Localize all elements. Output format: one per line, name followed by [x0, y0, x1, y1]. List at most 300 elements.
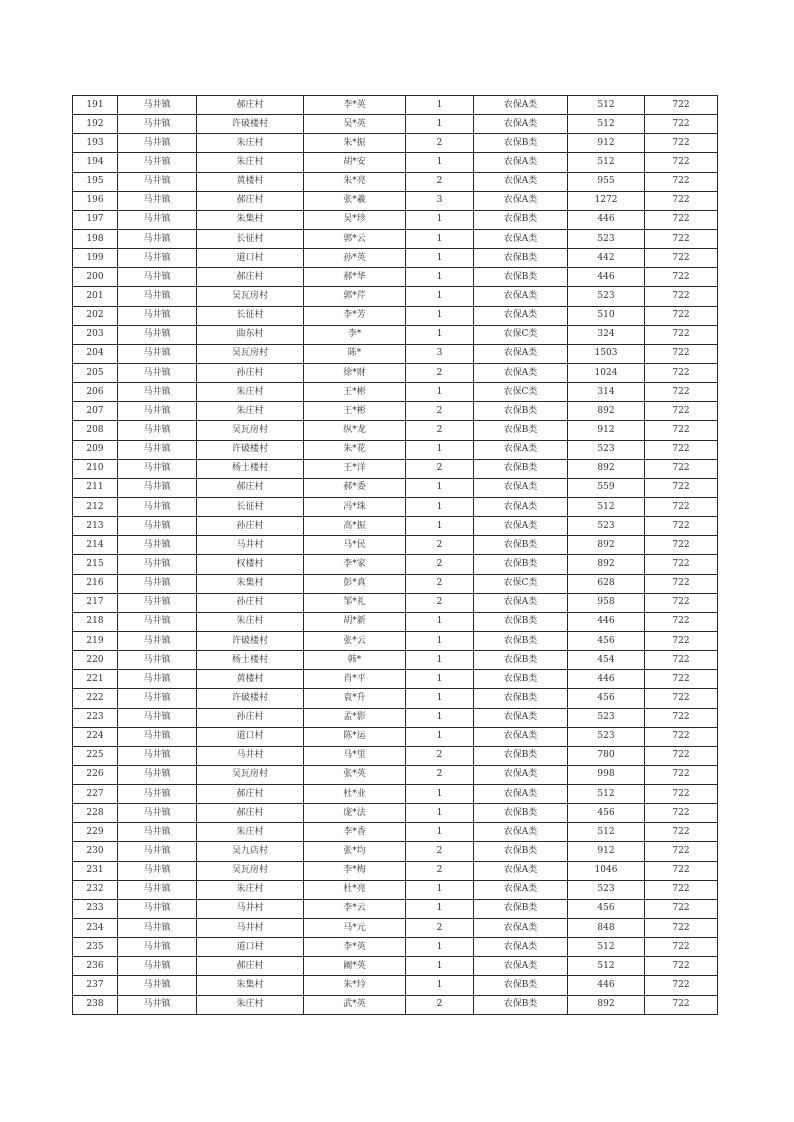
- insurance-category-cell: 农保A类: [474, 306, 568, 325]
- standard-cell: 722: [645, 804, 718, 823]
- standard-cell: 722: [645, 325, 718, 344]
- insurance-category-cell: 农保C类: [474, 383, 568, 402]
- township-cell: 马井镇: [118, 670, 197, 689]
- amount-cell: 512: [568, 153, 645, 172]
- row-number-cell: 227: [73, 785, 118, 804]
- village-cell: 许破楼村: [197, 631, 304, 650]
- village-cell: 郝庄村: [197, 804, 304, 823]
- row-number-cell: 205: [73, 363, 118, 382]
- village-cell: 朱庄村: [197, 134, 304, 153]
- row-number-cell: 226: [73, 765, 118, 784]
- person-name-cell: 杜*亮: [304, 880, 406, 899]
- insurance-category-cell: 农保A类: [474, 593, 568, 612]
- amount-cell: 454: [568, 651, 645, 670]
- amount-cell: 456: [568, 804, 645, 823]
- row-number-cell: 221: [73, 670, 118, 689]
- insurance-category-cell: 农保A类: [474, 823, 568, 842]
- household-size-cell: 1: [406, 249, 474, 268]
- village-cell: 朱庄村: [197, 383, 304, 402]
- township-cell: 马井镇: [118, 344, 197, 363]
- village-cell: 马井村: [197, 536, 304, 555]
- township-cell: 马井镇: [118, 96, 197, 115]
- standard-cell: 722: [645, 115, 718, 134]
- township-cell: 马井镇: [118, 459, 197, 478]
- township-cell: 马井镇: [118, 249, 197, 268]
- insurance-category-cell: 农保B类: [474, 689, 568, 708]
- amount-cell: 456: [568, 689, 645, 708]
- row-number-cell: 210: [73, 459, 118, 478]
- amount-cell: 523: [568, 229, 645, 248]
- village-cell: 长征村: [197, 497, 304, 516]
- standard-cell: 722: [645, 459, 718, 478]
- row-number-cell: 195: [73, 172, 118, 191]
- amount-cell: 780: [568, 746, 645, 765]
- table-row: [73, 555, 718, 574]
- row-number-cell: 225: [73, 746, 118, 765]
- table-row: [73, 402, 718, 421]
- amount-cell: 1503: [568, 344, 645, 363]
- person-name-cell: 邹*礼: [304, 593, 406, 612]
- table-row: [73, 651, 718, 670]
- township-cell: 马井镇: [118, 229, 197, 248]
- insurance-category-cell: 农保B类: [474, 402, 568, 421]
- standard-cell: 722: [645, 861, 718, 880]
- household-size-cell: 2: [406, 134, 474, 153]
- amount-cell: 892: [568, 995, 645, 1014]
- person-name-cell: 李*芳: [304, 306, 406, 325]
- row-number-cell: 191: [73, 96, 118, 115]
- household-size-cell: 2: [406, 995, 474, 1014]
- person-name-cell: 彭*真: [304, 574, 406, 593]
- person-name-cell: 郝*华: [304, 268, 406, 287]
- household-size-cell: 2: [406, 172, 474, 191]
- table-row: [73, 153, 718, 172]
- insurance-category-cell: 农保A类: [474, 287, 568, 306]
- household-size-cell: 2: [406, 536, 474, 555]
- person-name-cell: 张*均: [304, 842, 406, 861]
- person-name-cell: 韩*: [304, 651, 406, 670]
- amount-cell: 512: [568, 115, 645, 134]
- household-size-cell: 1: [406, 153, 474, 172]
- person-name-cell: 冯*珠: [304, 497, 406, 516]
- table-row: [73, 421, 718, 440]
- amount-cell: 442: [568, 249, 645, 268]
- person-name-cell: 李*家: [304, 555, 406, 574]
- row-number-cell: 200: [73, 268, 118, 287]
- township-cell: 马井镇: [118, 268, 197, 287]
- township-cell: 马井镇: [118, 804, 197, 823]
- standard-cell: 722: [645, 957, 718, 976]
- standard-cell: 722: [645, 440, 718, 459]
- row-number-cell: 232: [73, 880, 118, 899]
- insurance-category-cell: 农保B类: [474, 804, 568, 823]
- amount-cell: 523: [568, 440, 645, 459]
- household-size-cell: 1: [406, 785, 474, 804]
- standard-cell: 722: [645, 995, 718, 1014]
- person-name-cell: 李*: [304, 325, 406, 344]
- standard-cell: 722: [645, 306, 718, 325]
- table-row: [73, 383, 718, 402]
- township-cell: 马井镇: [118, 938, 197, 957]
- row-number-cell: 207: [73, 402, 118, 421]
- person-name-cell: 李*香: [304, 823, 406, 842]
- insurance-category-cell: 农保B类: [474, 746, 568, 765]
- insurance-category-cell: 农保B类: [474, 210, 568, 229]
- township-cell: 马井镇: [118, 497, 197, 516]
- table-row: [73, 134, 718, 153]
- insurance-category-cell: 农保B类: [474, 612, 568, 631]
- standard-cell: 722: [645, 919, 718, 938]
- table-row: [73, 115, 718, 134]
- village-cell: 朱庄村: [197, 402, 304, 421]
- standard-cell: 722: [645, 536, 718, 555]
- row-number-cell: 237: [73, 976, 118, 995]
- roster-table-body: [73, 96, 718, 1015]
- township-cell: 马井镇: [118, 842, 197, 861]
- person-name-cell: 王*彬: [304, 383, 406, 402]
- person-name-cell: 高*振: [304, 517, 406, 536]
- insurance-category-cell: 农保B类: [474, 651, 568, 670]
- standard-cell: 722: [645, 153, 718, 172]
- township-cell: 马井镇: [118, 172, 197, 191]
- township-cell: 马井镇: [118, 746, 197, 765]
- insurance-category-cell: 农保A类: [474, 785, 568, 804]
- row-number-cell: 202: [73, 306, 118, 325]
- household-size-cell: 1: [406, 383, 474, 402]
- standard-cell: 722: [645, 421, 718, 440]
- insurance-category-cell: 农保B类: [474, 459, 568, 478]
- village-cell: 郝庄村: [197, 478, 304, 497]
- amount-cell: 456: [568, 899, 645, 918]
- village-cell: 马井村: [197, 746, 304, 765]
- standard-cell: 722: [645, 287, 718, 306]
- table-row: [73, 708, 718, 727]
- village-cell: 孙庄村: [197, 517, 304, 536]
- row-number-cell: 222: [73, 689, 118, 708]
- table-row: [73, 861, 718, 880]
- household-size-cell: 2: [406, 746, 474, 765]
- table-row: [73, 899, 718, 918]
- person-name-cell: 马*民: [304, 536, 406, 555]
- table-row: [73, 344, 718, 363]
- township-cell: 马井镇: [118, 191, 197, 210]
- household-size-cell: 2: [406, 593, 474, 612]
- household-size-cell: 1: [406, 670, 474, 689]
- row-number-cell: 211: [73, 478, 118, 497]
- township-cell: 马井镇: [118, 574, 197, 593]
- table-row: [73, 229, 718, 248]
- standard-cell: 722: [645, 555, 718, 574]
- township-cell: 马井镇: [118, 708, 197, 727]
- row-number-cell: 198: [73, 229, 118, 248]
- township-cell: 马井镇: [118, 478, 197, 497]
- row-number-cell: 216: [73, 574, 118, 593]
- village-cell: 朱庄村: [197, 880, 304, 899]
- village-cell: 孙庄村: [197, 363, 304, 382]
- person-name-cell: 武*英: [304, 995, 406, 1014]
- amount-cell: 892: [568, 536, 645, 555]
- standard-cell: 722: [645, 172, 718, 191]
- roster-table: [72, 95, 718, 1015]
- table-row: [73, 172, 718, 191]
- row-number-cell: 231: [73, 861, 118, 880]
- household-size-cell: 1: [406, 306, 474, 325]
- insurance-category-cell: 农保B类: [474, 555, 568, 574]
- person-name-cell: 胡*安: [304, 153, 406, 172]
- row-number-cell: 197: [73, 210, 118, 229]
- standard-cell: 722: [645, 497, 718, 516]
- row-number-cell: 208: [73, 421, 118, 440]
- household-size-cell: 1: [406, 287, 474, 306]
- insurance-category-cell: 农保B类: [474, 899, 568, 918]
- insurance-category-cell: 农保A类: [474, 938, 568, 957]
- standard-cell: 722: [645, 842, 718, 861]
- person-name-cell: 朱*振: [304, 134, 406, 153]
- township-cell: 马井镇: [118, 363, 197, 382]
- row-number-cell: 215: [73, 555, 118, 574]
- standard-cell: 722: [645, 344, 718, 363]
- township-cell: 马井镇: [118, 134, 197, 153]
- township-cell: 马井镇: [118, 421, 197, 440]
- row-number-cell: 213: [73, 517, 118, 536]
- standard-cell: 722: [645, 823, 718, 842]
- village-cell: 黄楼村: [197, 172, 304, 191]
- village-cell: 朱集村: [197, 976, 304, 995]
- amount-cell: 848: [568, 919, 645, 938]
- row-number-cell: 236: [73, 957, 118, 976]
- row-number-cell: 199: [73, 249, 118, 268]
- insurance-category-cell: 农保B类: [474, 421, 568, 440]
- insurance-category-cell: 农保A类: [474, 708, 568, 727]
- household-size-cell: 1: [406, 899, 474, 918]
- table-row: [73, 785, 718, 804]
- person-name-cell: 吴*英: [304, 115, 406, 134]
- table-row: [73, 478, 718, 497]
- person-name-cell: 徐*财: [304, 363, 406, 382]
- insurance-category-cell: 农保A类: [474, 153, 568, 172]
- table-row: [73, 670, 718, 689]
- standard-cell: 722: [645, 402, 718, 421]
- amount-cell: 955: [568, 172, 645, 191]
- township-cell: 马井镇: [118, 957, 197, 976]
- person-name-cell: 李*云: [304, 899, 406, 918]
- village-cell: 朱集村: [197, 574, 304, 593]
- village-cell: 吴瓦房村: [197, 765, 304, 784]
- amount-cell: 523: [568, 880, 645, 899]
- amount-cell: 892: [568, 555, 645, 574]
- table-row: [73, 746, 718, 765]
- standard-cell: 722: [645, 670, 718, 689]
- person-name-cell: 朱*花: [304, 440, 406, 459]
- village-cell: 朱庄村: [197, 995, 304, 1014]
- row-number-cell: 235: [73, 938, 118, 957]
- insurance-category-cell: 农保A类: [474, 363, 568, 382]
- row-number-cell: 201: [73, 287, 118, 306]
- village-cell: 曲东村: [197, 325, 304, 344]
- insurance-category-cell: 农保A类: [474, 727, 568, 746]
- township-cell: 马井镇: [118, 919, 197, 938]
- standard-cell: 722: [645, 210, 718, 229]
- household-size-cell: 2: [406, 861, 474, 880]
- amount-cell: 1024: [568, 363, 645, 382]
- table-row: [73, 957, 718, 976]
- person-name-cell: 王*彬: [304, 402, 406, 421]
- insurance-category-cell: 农保B类: [474, 268, 568, 287]
- township-cell: 马井镇: [118, 765, 197, 784]
- household-size-cell: 1: [406, 976, 474, 995]
- household-size-cell: 1: [406, 804, 474, 823]
- township-cell: 马井镇: [118, 325, 197, 344]
- township-cell: 马井镇: [118, 287, 197, 306]
- standard-cell: 722: [645, 612, 718, 631]
- household-size-cell: 1: [406, 957, 474, 976]
- household-size-cell: 2: [406, 765, 474, 784]
- village-cell: 吴九店村: [197, 842, 304, 861]
- row-number-cell: 233: [73, 899, 118, 918]
- person-name-cell: 朱*玲: [304, 976, 406, 995]
- standard-cell: 722: [645, 631, 718, 650]
- amount-cell: 523: [568, 517, 645, 536]
- row-number-cell: 218: [73, 612, 118, 631]
- person-name-cell: 阚*英: [304, 957, 406, 976]
- person-name-cell: 孟*影: [304, 708, 406, 727]
- amount-cell: 446: [568, 210, 645, 229]
- amount-cell: 446: [568, 268, 645, 287]
- table-row: [73, 574, 718, 593]
- township-cell: 马井镇: [118, 631, 197, 650]
- person-name-cell: 胡*新: [304, 612, 406, 631]
- standard-cell: 722: [645, 229, 718, 248]
- insurance-category-cell: 农保B类: [474, 631, 568, 650]
- amount-cell: 512: [568, 957, 645, 976]
- standard-cell: 722: [645, 478, 718, 497]
- standard-cell: 722: [645, 249, 718, 268]
- table-row: [73, 842, 718, 861]
- person-name-cell: 郭*云: [304, 229, 406, 248]
- row-number-cell: 238: [73, 995, 118, 1014]
- amount-cell: 559: [568, 478, 645, 497]
- person-name-cell: 吴*珍: [304, 210, 406, 229]
- village-cell: 朱庄村: [197, 612, 304, 631]
- amount-cell: 446: [568, 976, 645, 995]
- table-row: [73, 440, 718, 459]
- table-row: [73, 363, 718, 382]
- household-size-cell: 2: [406, 555, 474, 574]
- standard-cell: 722: [645, 593, 718, 612]
- village-cell: 孙庄村: [197, 708, 304, 727]
- table-row: [73, 210, 718, 229]
- township-cell: 马井镇: [118, 517, 197, 536]
- insurance-category-cell: 农保A类: [474, 861, 568, 880]
- household-size-cell: 2: [406, 919, 474, 938]
- amount-cell: 892: [568, 459, 645, 478]
- household-size-cell: 2: [406, 842, 474, 861]
- table-row: [73, 765, 718, 784]
- standard-cell: 722: [645, 383, 718, 402]
- household-size-cell: 1: [406, 325, 474, 344]
- row-number-cell: 223: [73, 708, 118, 727]
- amount-cell: 998: [568, 765, 645, 784]
- amount-cell: 958: [568, 593, 645, 612]
- amount-cell: 512: [568, 96, 645, 115]
- village-cell: 吴瓦房村: [197, 421, 304, 440]
- household-size-cell: 1: [406, 727, 474, 746]
- amount-cell: 1046: [568, 861, 645, 880]
- row-number-cell: 212: [73, 497, 118, 516]
- township-cell: 马井镇: [118, 689, 197, 708]
- village-cell: 吴瓦房村: [197, 287, 304, 306]
- row-number-cell: 203: [73, 325, 118, 344]
- village-cell: 马井村: [197, 899, 304, 918]
- row-number-cell: 193: [73, 134, 118, 153]
- row-number-cell: 224: [73, 727, 118, 746]
- row-number-cell: 196: [73, 191, 118, 210]
- insurance-category-cell: 农保B类: [474, 995, 568, 1014]
- amount-cell: 1272: [568, 191, 645, 210]
- person-name-cell: 马*里: [304, 746, 406, 765]
- standard-cell: 722: [645, 363, 718, 382]
- table-row: [73, 325, 718, 344]
- standard-cell: 722: [645, 96, 718, 115]
- township-cell: 马井镇: [118, 115, 197, 134]
- row-number-cell: 217: [73, 593, 118, 612]
- household-size-cell: 1: [406, 880, 474, 899]
- household-size-cell: 1: [406, 478, 474, 497]
- township-cell: 马井镇: [118, 402, 197, 421]
- insurance-category-cell: 农保A类: [474, 497, 568, 516]
- table-row: [73, 689, 718, 708]
- amount-cell: 512: [568, 497, 645, 516]
- standard-cell: 722: [645, 574, 718, 593]
- township-cell: 马井镇: [118, 536, 197, 555]
- township-cell: 马井镇: [118, 440, 197, 459]
- row-number-cell: 194: [73, 153, 118, 172]
- table-row: [73, 938, 718, 957]
- amount-cell: 512: [568, 823, 645, 842]
- township-cell: 马井镇: [118, 153, 197, 172]
- person-name-cell: 李*英: [304, 96, 406, 115]
- insurance-category-cell: 农保B类: [474, 670, 568, 689]
- person-name-cell: 庞*法: [304, 804, 406, 823]
- village-cell: 许破楼村: [197, 440, 304, 459]
- village-cell: 杨土楼村: [197, 459, 304, 478]
- row-number-cell: 209: [73, 440, 118, 459]
- table-row: [73, 631, 718, 650]
- township-cell: 马井镇: [118, 899, 197, 918]
- township-cell: 马井镇: [118, 995, 197, 1014]
- household-size-cell: 1: [406, 689, 474, 708]
- amount-cell: 892: [568, 402, 645, 421]
- row-number-cell: 220: [73, 651, 118, 670]
- table-row: [73, 804, 718, 823]
- household-size-cell: 3: [406, 191, 474, 210]
- standard-cell: 722: [645, 191, 718, 210]
- amount-cell: 628: [568, 574, 645, 593]
- person-name-cell: 张*英: [304, 765, 406, 784]
- amount-cell: 512: [568, 785, 645, 804]
- person-name-cell: 杜*业: [304, 785, 406, 804]
- village-cell: 道口村: [197, 938, 304, 957]
- person-name-cell: 朱*亮: [304, 172, 406, 191]
- standard-cell: 722: [645, 880, 718, 899]
- person-name-cell: 纵*龙: [304, 421, 406, 440]
- village-cell: 朱庄村: [197, 153, 304, 172]
- village-cell: 朱集村: [197, 210, 304, 229]
- standard-cell: 722: [645, 268, 718, 287]
- insurance-category-cell: 农保A类: [474, 880, 568, 899]
- household-size-cell: 2: [406, 363, 474, 382]
- table-row: [73, 96, 718, 115]
